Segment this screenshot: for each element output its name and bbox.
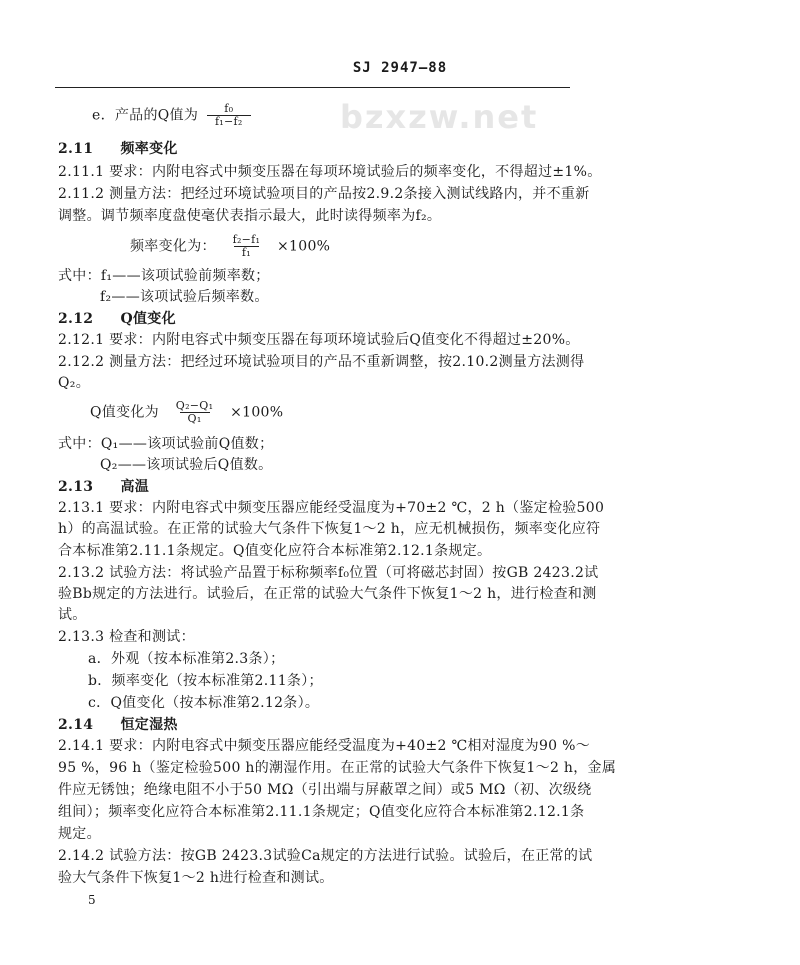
formula-denominator: f₁	[234, 246, 259, 259]
e-item	[92, 103, 255, 128]
clause-2-14-1-line4: 组间）；频率变化应符合本标准第2.11.1条规定；Q值变化应符合本标准第2.12.1条	[58, 804, 585, 820]
formula-denominator: Q₁	[180, 412, 210, 425]
standard-code-header: SJ 2947—88	[352, 60, 448, 76]
clause-2-12-1: 2.12.1 要求：内附电容式中频变压器在每项环境试验后Q值变化不得超过±20%。	[58, 332, 580, 348]
check-item-a: a．外观（按本标准第2.3条）；	[88, 651, 285, 667]
section-2-13-heading	[58, 478, 149, 496]
section-2-11-heading	[58, 140, 178, 158]
section-2-12-heading	[58, 310, 176, 328]
clause-2-13-1-line1: 2.13.1 要求：内附电容式中频变压器应能经受温度为+70±2 ℃，2 h（鉴定检验500	[58, 500, 605, 516]
section-number: 2.14	[58, 717, 94, 733]
section-2-14-heading	[58, 716, 178, 734]
section-title: 高温	[120, 479, 150, 495]
clause-2-14-1-line3: 件应无锈蚀；绝缘电阻不小于50 MΩ（引出端与屏蔽罩之间）或5 MΩ（初、次级绕	[58, 782, 592, 798]
section-number: 2.13	[58, 479, 94, 495]
q-denominator: f₁−f₂	[207, 115, 251, 128]
clause-2-13-3: 2.13.3 检查和测试：	[58, 629, 195, 645]
header-rule	[55, 87, 570, 88]
clause-2-13-2-line1: 2.13.2 试验方法：将试验产品置于标称频率f₀位置（可将磁芯封固）按GB 2423.2试	[58, 565, 599, 581]
q-fraction	[207, 103, 251, 128]
freq-where-1: 式中：f₁——该项试验前频率数；	[58, 268, 270, 284]
formula-numerator: Q₂−Q₁	[175, 399, 214, 412]
section-title: Q值变化	[120, 311, 176, 327]
clause-2-12-2-line1: 2.12.2 测量方法：把经过环境试验项目的产品不重新调整，按2.10.2测量方法测得	[58, 354, 585, 370]
section-number: 2.11	[58, 141, 94, 157]
clause-2-14-1-line1: 2.14.1 要求：内附电容式中频变压器应能经受温度为+40±2 ℃相对湿度为90 %～	[58, 738, 591, 754]
clause-2-11-2-line2: 调整。调节频率度盘使毫伏表指示最大，此时读得频率为f₂。	[58, 208, 442, 224]
clause-2-14-2-line2: 验大气条件下恢复1～2 h进行检查和测试。	[58, 870, 334, 886]
watermark: bzxzw.net	[340, 98, 539, 136]
q-numerator: f₀	[224, 102, 234, 115]
formula-label: 频率变化为：	[130, 238, 216, 255]
formula-fraction	[168, 400, 222, 425]
formula-suffix: ×100%	[230, 404, 284, 421]
q-change-formula	[90, 400, 283, 425]
clause-2-13-2-line2: 验Bb规定的方法进行。试验后，在正常的试验大气条件下恢复1～2 h，进行检查和测	[58, 586, 597, 602]
formula-label: Q值变化为	[90, 404, 159, 421]
clause-2-11-1: 2.11.1 要求：内附电容式中频变压器在每项环境试验后的频率变化，不得超过±1%。	[58, 164, 602, 180]
e-item-label: e．产品的Q值为	[92, 107, 199, 124]
frequency-change-formula	[130, 234, 330, 259]
freq-where-2: f₂——该项试验后频率数。	[100, 289, 269, 305]
formula-suffix: ×100%	[277, 238, 331, 255]
page-number: 5	[88, 893, 96, 907]
section-number: 2.12	[58, 311, 94, 327]
section-title: 恒定湿热	[120, 717, 178, 733]
clause-2-14-1-line2: 95 %，96 h（鉴定检验500 h的潮湿作用。在正常的试验大气条件下恢复1～2 h，金属	[58, 760, 617, 776]
clause-2-13-1-line2: h）的高温试验。在正常的试验大气条件下恢复1～2 h，应无机械损伤，频率变化应符	[58, 521, 601, 537]
clause-2-14-2-line1: 2.14.2 试验方法：按GB 2423.3试验Ca规定的方法进行试验。试验后，在正常的试	[58, 848, 593, 864]
clause-2-13-2-line3: 试。	[58, 607, 87, 623]
check-item-c: c．Q值变化（按本标准第2.12条）。	[88, 695, 320, 711]
clause-2-12-2-line2: Q₂。	[58, 375, 90, 391]
formula-fraction	[225, 234, 269, 259]
clause-2-13-1-line3: 合本标准第2.11.1条规定。Q值变化应符合本标准第2.12.1条规定。	[58, 543, 492, 559]
q-where-2: Q₂——该项试验后Q值数。	[100, 457, 273, 473]
formula-numerator: f₂−f₁	[232, 233, 261, 246]
check-item-b: b．频率变化（按本标准第2.11条）；	[88, 673, 323, 689]
section-title: 频率变化	[120, 141, 178, 157]
clause-2-11-2-line1: 2.11.2 测量方法：把经过环境试验项目的产品按2.9.2条接入测试线路内，并不重新	[58, 186, 590, 202]
clause-2-14-1-line5: 规定。	[58, 826, 101, 842]
q-where-1: 式中：Q₁——该项试验前Q值数；	[58, 436, 274, 452]
